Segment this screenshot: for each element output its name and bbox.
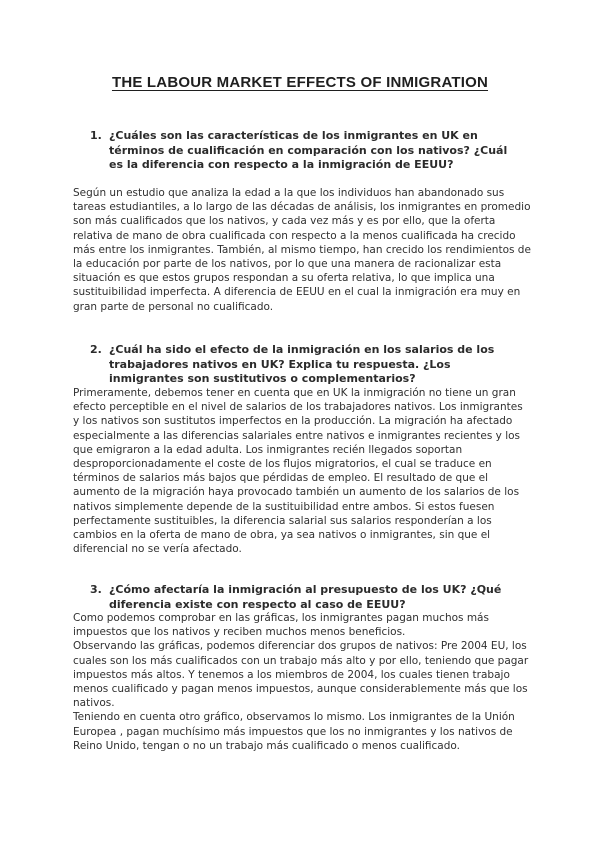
question-2 (90, 343, 522, 387)
question-2-number: 2. (90, 343, 102, 356)
question-1-text: ¿Cuáles son las características de los inmigrantes en UK en términos de cualificación en comparación con los nativos? ¿Cuál es la diferencia con respecto a la inmigración de EEUU? (109, 129, 508, 172)
answer-3: Como podemos comprobar en las gráficas, los inmigrantes pagan muchos más impuestos que los nativos y reciben muchos menos beneficios. Observando las gráficas, podemos diferenciar dos grupos de nativos: Pre 2004 EU, los cuales son los más cualificados con un trabajo más alto y por ello, teniendo que pagar impuestos más altos. Y tenemos a los miembros de 2004, los cuales tienen trabajo menos cualificado y pagan menos impuestos, aunque considerablemente más que los nativos. Teniendo en cuenta otro gráfico, observamos lo mismo. Los inmigrantes de la Unión Europea , pagan muchísimo más impuestos que los no inmigrantes y los nativos de Reino Unido, tengan o no un trabajo más cualificado o menos cualificado. (73, 612, 529, 752)
question-1-number: 1. (90, 129, 102, 142)
question-2-text: ¿Cuál ha sido el efecto de la inmigración en los salarios de los trabajadores nativos en UK? Explica tu respuesta. ¿Los inmigrantes son sustitutivos o complementarios? (109, 343, 495, 386)
question-1 (90, 129, 522, 173)
document-title-text: THE LABOUR MARKET EFFECTS OF INMIGRATION (111, 74, 489, 91)
question-3-text: ¿Cómo afectaría la inmigración al presupuesto de los UK? ¿Qué diferencia existe con respecto al caso de EEUU? (109, 583, 502, 611)
question-3-number: 3. (90, 583, 102, 596)
answer-1: Según un estudio que analiza la edad a la que los individuos han abandonado sus tareas estudiantiles, a lo largo de las décadas de análisis, los inmigrantes en promedio son más cualificados que los nativos, y cada vez más y es por ello, que la oferta relativa de mano de obra cualificada con respecto a la menos cualificada ha crecido más entre los inmigrantes. También, al mismo tiempo, han crecido los rendimientos de la educación por parte de los nativos, por lo que una manera de racionalizar esta situación es que estos grupos respondan a su oferta relativa, lo que implica una sustituibilidad imperfecta. A diferencia de EEUU en el cual la inmigración era muy en gran parte de personal no cualificado. (73, 187, 531, 313)
document-title (0, 74, 600, 91)
answer-2: Primeramente, debemos tener en cuenta que en UK la inmigración no tiene un gran efecto perceptible en el nivel de salarios de los trabajadores nativos. Los inmigrantes y los nativos son sustitutos imperfectos en la producción. La migración ha afectado especialmente a las diferencias salariales entre nativos e inmigrantes recientes y los que emigraron a la edad adulta. Los inmigrantes recién llegados soportan desproporcionadamente el coste de los flujos migratorios, el cual se traduce en términos de salarios más bajos que pérdidas de empleo. El resultado de que el aumento de la migración haya provocado también un aumento de los salarios de los nativos simplemente depende de la sustituibilidad entre ambos. Si estos fuesen perfectamente sustituibles, la diferencia salarial sus salarios responderían a los cambios en la oferta de mano de obra, ya sea nativos o inmigrantes, sin que el diferencial no se vería afectado. (73, 387, 523, 556)
question-3 (90, 583, 522, 612)
